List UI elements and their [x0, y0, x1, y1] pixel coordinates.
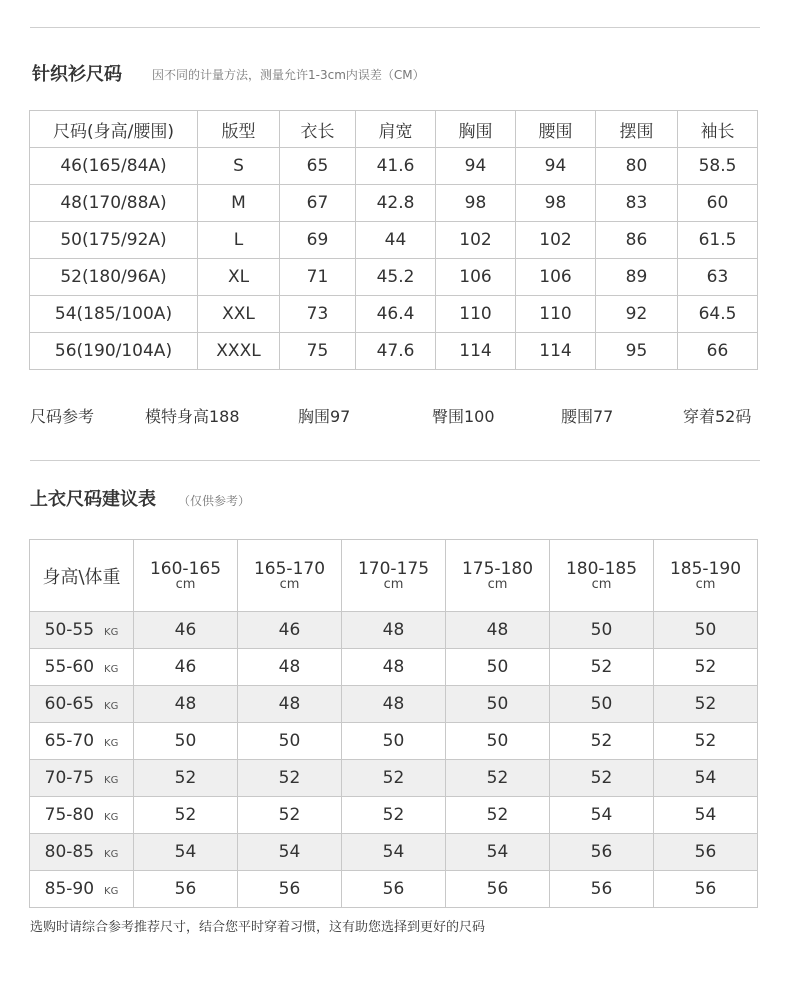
column-header: 版型	[198, 111, 280, 148]
recommended-size-cell: 50	[342, 723, 446, 760]
weight-unit: KG	[104, 664, 119, 675]
height-unit: cm	[487, 576, 508, 592]
recommended-size-cell: 52	[446, 797, 550, 834]
table-row	[30, 797, 758, 834]
table-row	[30, 259, 758, 296]
table-cell: 46.4	[356, 296, 436, 333]
table-cell: 48(170/88A)	[30, 185, 198, 222]
model-wearing-size: 穿着52码	[683, 407, 752, 426]
height-range: 175-180	[461, 558, 534, 579]
recommended-size-cell: 54	[654, 760, 758, 797]
table-cell: 86	[596, 222, 678, 259]
size-chart-table	[29, 110, 758, 370]
recommended-size-cell: 52	[134, 760, 238, 797]
table-cell: 52(180/96A)	[30, 259, 198, 296]
table-cell: M	[198, 185, 280, 222]
table-cell: 56(190/104A)	[30, 333, 198, 370]
column-header: 腰围	[516, 111, 596, 148]
table-cell: 75	[280, 333, 356, 370]
recommended-size-cell: 56	[238, 871, 342, 908]
recommendation-header-row	[30, 540, 758, 612]
height-range-header	[134, 540, 238, 612]
recommended-size-cell: 54	[550, 797, 654, 834]
recommended-size-cell: 50	[550, 612, 654, 649]
recommended-size-cell: 46	[134, 649, 238, 686]
table-cell: 106	[436, 259, 516, 296]
table-cell: 80	[596, 148, 678, 185]
recommended-size-cell: 52	[550, 723, 654, 760]
height-range: 165-170	[253, 558, 326, 579]
recommended-size-cell: 56	[134, 871, 238, 908]
recommended-size-cell: 50	[134, 723, 238, 760]
recommended-size-cell: 54	[342, 834, 446, 871]
table-row	[30, 185, 758, 222]
table-cell: 45.2	[356, 259, 436, 296]
table-cell: 94	[516, 148, 596, 185]
height-range: 160-165	[149, 558, 222, 579]
weight-unit: KG	[104, 627, 119, 638]
height-range: 185-190	[669, 558, 742, 579]
table-cell: 44	[356, 222, 436, 259]
table-cell: 50(175/92A)	[30, 222, 198, 259]
column-header: 摆围	[596, 111, 678, 148]
table-cell: 42.8	[356, 185, 436, 222]
weight-unit: KG	[104, 738, 119, 749]
section1-note: 因不同的计量方法，测量允许1-3cm内误差（CM）	[152, 68, 425, 82]
model-height: 模特身高188	[145, 407, 240, 426]
table-row	[30, 612, 758, 649]
weight-range: 85-90	[44, 879, 95, 899]
model-ref-label: 尺码参考	[30, 407, 95, 426]
weight-range-cell	[30, 649, 134, 686]
weight-range: 50-55	[44, 620, 95, 640]
column-header: 衣长	[280, 111, 356, 148]
table-cell: 60	[678, 185, 758, 222]
table-row	[30, 296, 758, 333]
table-cell: 89	[596, 259, 678, 296]
table-cell: 110	[516, 296, 596, 333]
table-cell: XXXL	[198, 333, 280, 370]
recommended-size-cell: 56	[446, 871, 550, 908]
recommended-size-cell: 52	[238, 760, 342, 797]
recommended-size-cell: 50	[550, 686, 654, 723]
recommended-size-cell: 50	[446, 723, 550, 760]
recommended-size-cell: 52	[238, 797, 342, 834]
footer-note: 选购时请综合参考推荐尺寸，结合您平时穿着习惯，这有助您选择到更好的尺码	[30, 920, 486, 935]
weight-range-cell	[30, 612, 134, 649]
height-unit: cm	[695, 576, 716, 592]
weight-range-cell	[30, 686, 134, 723]
table-cell: 66	[678, 333, 758, 370]
recommended-size-cell: 56	[550, 871, 654, 908]
recommended-size-cell: 52	[446, 760, 550, 797]
weight-range-cell	[30, 797, 134, 834]
table-cell: 46(165/84A)	[30, 148, 198, 185]
recommended-size-cell: 56	[654, 834, 758, 871]
table-row	[30, 723, 758, 760]
corner-header: 身高\体重	[30, 540, 134, 612]
height-range-header	[446, 540, 550, 612]
weight-range: 75-80	[44, 805, 95, 825]
model-chest: 胸围97	[298, 407, 351, 426]
recommended-size-cell: 52	[134, 797, 238, 834]
top-divider	[30, 27, 760, 28]
model-waist: 腰围77	[561, 407, 614, 426]
weight-range-cell	[30, 834, 134, 871]
table-row	[30, 686, 758, 723]
table-row	[30, 834, 758, 871]
height-range-header	[342, 540, 446, 612]
weight-range: 65-70	[44, 731, 95, 751]
table-cell: L	[198, 222, 280, 259]
weight-range: 55-60	[44, 657, 95, 677]
recommended-size-cell: 48	[238, 686, 342, 723]
section1-title: 针织衫尺码	[32, 64, 122, 85]
height-range: 180-185	[565, 558, 638, 579]
recommended-size-cell: 48	[342, 649, 446, 686]
table-cell: 102	[436, 222, 516, 259]
table-cell: 65	[280, 148, 356, 185]
recommended-size-cell: 54	[238, 834, 342, 871]
height-unit: cm	[175, 576, 196, 592]
table-cell: S	[198, 148, 280, 185]
weight-range-cell	[30, 723, 134, 760]
recommended-size-cell: 56	[654, 871, 758, 908]
table-cell: 69	[280, 222, 356, 259]
table-cell: 41.6	[356, 148, 436, 185]
table-cell: 64.5	[678, 296, 758, 333]
table-cell: 106	[516, 259, 596, 296]
table-cell: 98	[436, 185, 516, 222]
recommended-size-cell: 48	[342, 686, 446, 723]
column-header: 袖长	[678, 111, 758, 148]
recommended-size-cell: 56	[550, 834, 654, 871]
recommended-size-cell: 50	[446, 649, 550, 686]
recommended-size-cell: 46	[134, 612, 238, 649]
table-row	[30, 649, 758, 686]
recommended-size-cell: 50	[238, 723, 342, 760]
recommended-size-cell: 50	[654, 612, 758, 649]
weight-unit: KG	[104, 701, 119, 712]
height-unit: cm	[591, 576, 612, 592]
table-row	[30, 222, 758, 259]
table-cell: 92	[596, 296, 678, 333]
table-row	[30, 333, 758, 370]
size-chart-header-row	[30, 111, 758, 148]
recommended-size-cell: 52	[654, 723, 758, 760]
recommended-size-cell: 52	[550, 649, 654, 686]
column-header: 尺码(身高/腰围)	[30, 111, 198, 148]
height-unit: cm	[383, 576, 404, 592]
recommended-size-cell: 52	[342, 797, 446, 834]
weight-unit: KG	[104, 886, 119, 897]
height-unit: cm	[279, 576, 300, 592]
height-range-header	[238, 540, 342, 612]
table-cell: 83	[596, 185, 678, 222]
table-cell: 67	[280, 185, 356, 222]
model-hip: 臀围100	[432, 407, 495, 426]
weight-unit: KG	[104, 812, 119, 823]
recommended-size-cell: 48	[134, 686, 238, 723]
table-cell: 110	[436, 296, 516, 333]
table-row	[30, 148, 758, 185]
recommended-size-cell: 48	[238, 649, 342, 686]
recommended-size-cell: 56	[342, 871, 446, 908]
recommended-size-cell: 46	[238, 612, 342, 649]
column-header: 胸围	[436, 111, 516, 148]
recommended-size-cell: 52	[342, 760, 446, 797]
size-recommendation-table	[29, 539, 758, 908]
height-range-header	[550, 540, 654, 612]
recommended-size-cell: 48	[342, 612, 446, 649]
section2-title: 上衣尺码建议表	[30, 489, 156, 510]
section2-note: （仅供参考）	[178, 494, 251, 508]
recommended-size-cell: 52	[654, 686, 758, 723]
table-row	[30, 871, 758, 908]
table-cell: 73	[280, 296, 356, 333]
table-cell: 98	[516, 185, 596, 222]
recommended-size-cell: 48	[446, 612, 550, 649]
column-header: 肩宽	[356, 111, 436, 148]
table-cell: 63	[678, 259, 758, 296]
recommended-size-cell: 54	[654, 797, 758, 834]
table-cell: 61.5	[678, 222, 758, 259]
weight-range: 80-85	[44, 842, 95, 862]
weight-range-cell	[30, 760, 134, 797]
height-range-header	[654, 540, 758, 612]
table-row	[30, 760, 758, 797]
weight-range: 60-65	[44, 694, 95, 714]
table-cell: 114	[516, 333, 596, 370]
height-range: 170-175	[357, 558, 430, 579]
recommended-size-cell: 54	[446, 834, 550, 871]
table-cell: 54(185/100A)	[30, 296, 198, 333]
table-cell: 47.6	[356, 333, 436, 370]
table-cell: 102	[516, 222, 596, 259]
recommended-size-cell: 54	[134, 834, 238, 871]
table-cell: 95	[596, 333, 678, 370]
weight-range-cell	[30, 871, 134, 908]
weight-range: 70-75	[44, 768, 95, 788]
table-cell: XL	[198, 259, 280, 296]
middle-divider	[30, 460, 760, 461]
weight-unit: KG	[104, 775, 119, 786]
table-cell: 94	[436, 148, 516, 185]
weight-unit: KG	[104, 849, 119, 860]
recommended-size-cell: 50	[446, 686, 550, 723]
table-cell: XXL	[198, 296, 280, 333]
recommended-size-cell: 52	[550, 760, 654, 797]
table-cell: 71	[280, 259, 356, 296]
recommended-size-cell: 52	[654, 649, 758, 686]
table-cell: 114	[436, 333, 516, 370]
table-cell: 58.5	[678, 148, 758, 185]
